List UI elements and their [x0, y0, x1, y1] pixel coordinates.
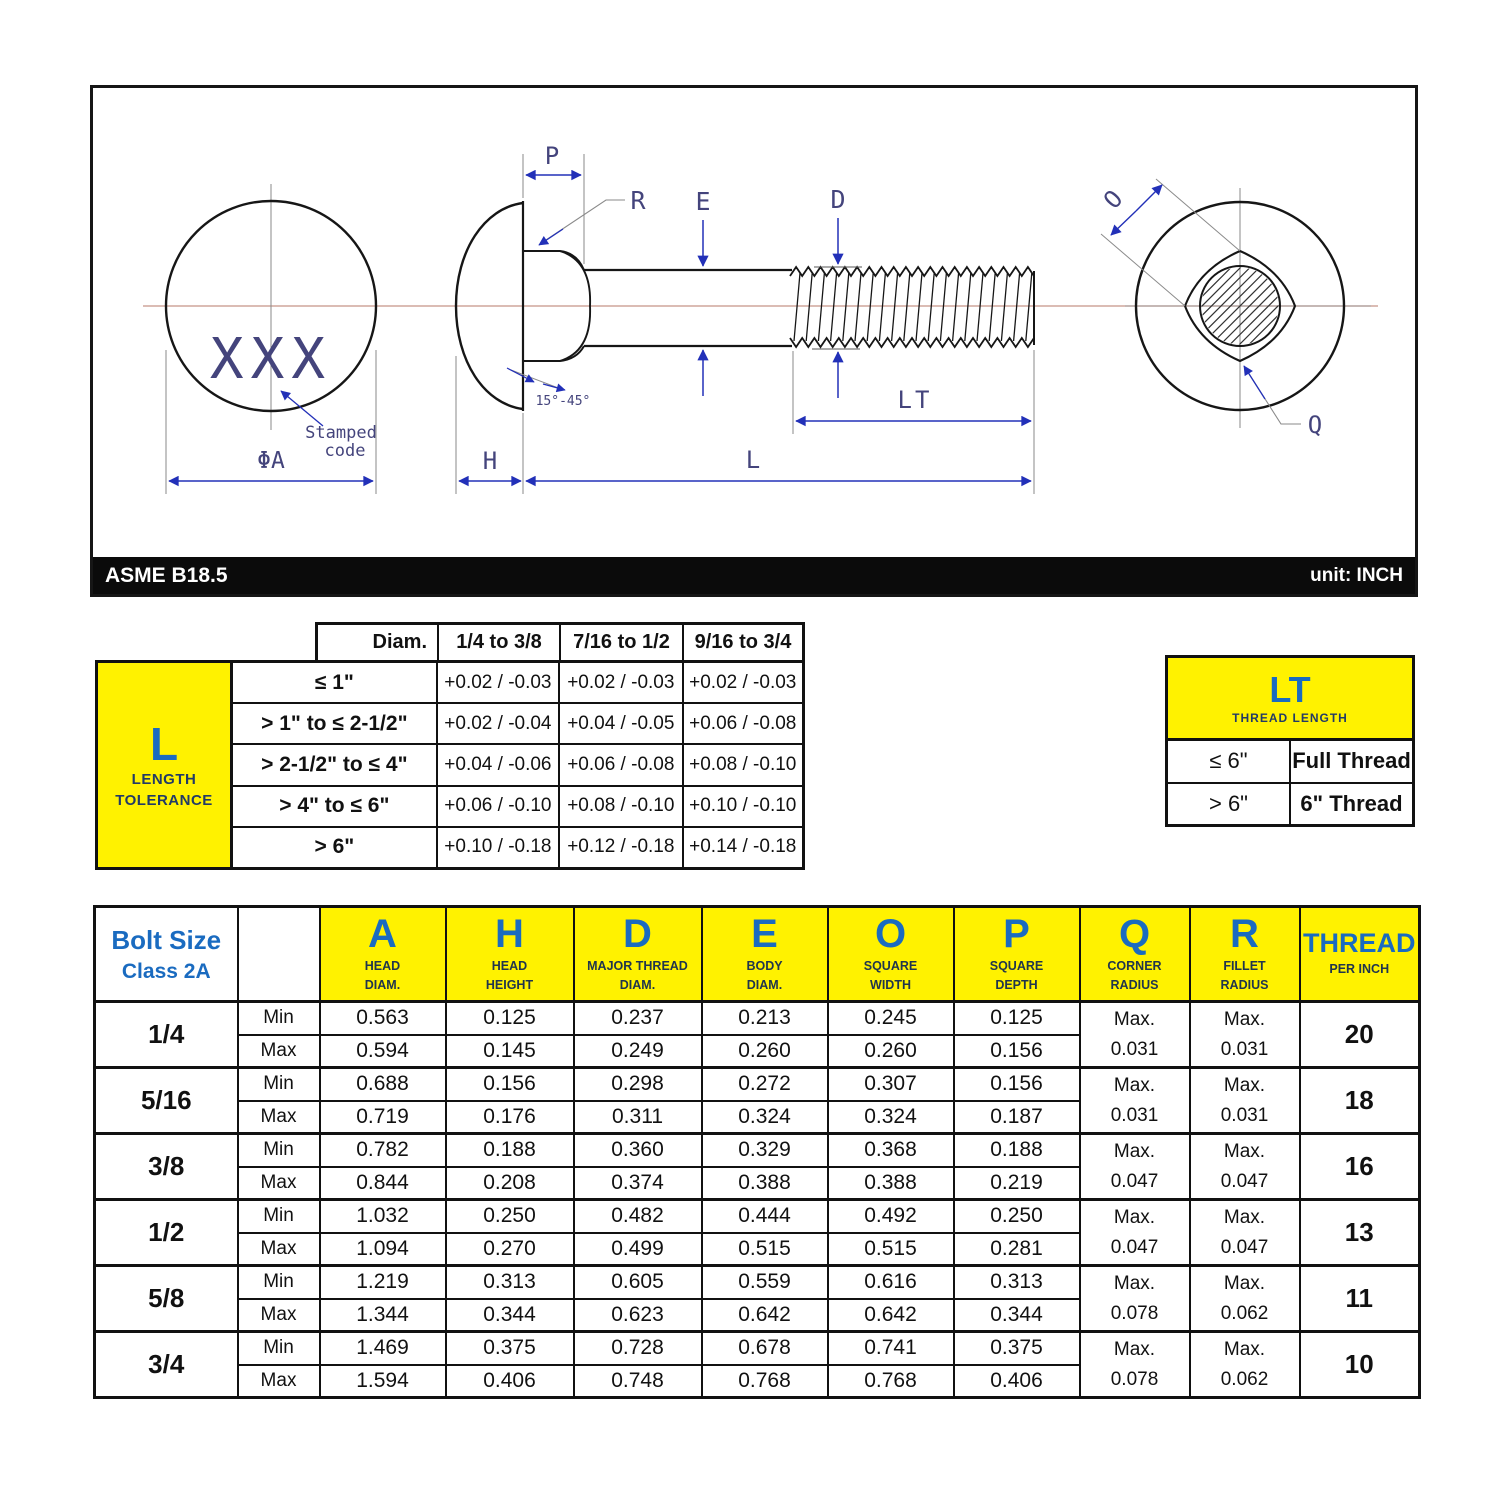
value-cell: 0.249: [574, 1035, 702, 1068]
value-cell: 0.406: [446, 1365, 574, 1398]
value-cell: 0.307: [828, 1068, 954, 1101]
carriage-bolt-drawing: [93, 88, 1415, 557]
thread-length-letter: LT: [1269, 668, 1311, 710]
fillet-radius-cell: Max. 0.047: [1190, 1200, 1300, 1266]
value-cell: 0.237: [574, 1002, 702, 1035]
max-label: Max: [238, 1365, 320, 1398]
min-label: Min: [238, 1068, 320, 1101]
value-cell: 0.272: [702, 1068, 828, 1101]
thread-per-inch-cell: 13: [1300, 1200, 1420, 1266]
chamfer-angle-label: 15°-45°: [535, 394, 591, 409]
tolerance-value: +0.02 / -0.04: [438, 704, 558, 743]
value-cell: 0.616: [828, 1266, 954, 1299]
value-cell: 0.176: [446, 1101, 574, 1134]
max-label: Max: [238, 1101, 320, 1134]
col-sub: SQUARE WIDTH: [863, 959, 918, 992]
value-cell: 0.145: [446, 1035, 574, 1068]
value-cell: 0.329: [702, 1134, 828, 1167]
stamp-text: XXX: [209, 327, 333, 392]
fillet-radius-cell: Max. 0.031: [1190, 1068, 1300, 1134]
tolerance-value: +0.10 / -0.10: [684, 787, 802, 826]
value-cell: 0.492: [828, 1200, 954, 1233]
drawing-title-bar: [93, 557, 1415, 594]
value-cell: 0.313: [954, 1266, 1080, 1299]
corner-radius-cell: Max. 0.031: [1080, 1002, 1190, 1068]
col-letter: P: [1003, 912, 1030, 957]
col-header-o: [828, 907, 954, 1002]
q-leader-arrow: [1244, 366, 1265, 399]
bolt-size-cell: 1/2: [95, 1200, 238, 1266]
length-tolerance-title: [95, 660, 230, 870]
value-cell: 0.311: [574, 1101, 702, 1134]
value-cell: 0.559: [702, 1266, 828, 1299]
value-cell: 0.594: [320, 1035, 446, 1068]
value-cell: 0.324: [828, 1101, 954, 1134]
tolerance-value: +0.04 / -0.05: [560, 704, 681, 743]
chamfer-arrow-1: [507, 368, 534, 382]
dimensions-table: [93, 905, 1421, 1399]
max-label: Max: [238, 1035, 320, 1068]
dim-label-q: Q: [1307, 411, 1323, 439]
stamped-code-label2: code: [324, 441, 366, 461]
max-label: Max: [238, 1233, 320, 1266]
col-header-d: [574, 907, 702, 1002]
thread-per-inch-cell: 11: [1300, 1266, 1420, 1332]
value-cell: 0.324: [702, 1101, 828, 1134]
tolerance-value: +0.06 / -0.08: [684, 704, 802, 743]
col-letter: Q: [1118, 912, 1151, 957]
value-cell: 0.605: [574, 1266, 702, 1299]
value-cell: 0.213: [702, 1002, 828, 1035]
value-cell: 1.594: [320, 1365, 446, 1398]
value-cell: 0.344: [446, 1299, 574, 1332]
value-cell: 0.388: [702, 1167, 828, 1200]
length-condition: > 6": [233, 828, 436, 867]
thread-sub: PER INCH: [1329, 962, 1390, 977]
value-cell: 0.208: [446, 1167, 574, 1200]
dim-label-r: R: [630, 186, 646, 215]
col-sub: CORNER RADIUS: [1107, 959, 1162, 992]
value-cell: 0.688: [320, 1068, 446, 1101]
corner-radius-cell: Max. 0.047: [1080, 1200, 1190, 1266]
value-cell: 0.563: [320, 1002, 446, 1035]
table-row: [95, 1068, 1420, 1101]
tolerance-value: +0.02 / -0.03: [560, 663, 681, 702]
col-letter: R: [1230, 912, 1259, 957]
thread-length-condition: ≤ 6": [1168, 741, 1291, 782]
value-cell: 0.482: [574, 1200, 702, 1233]
value-cell: 0.768: [828, 1365, 954, 1398]
value-cell: 0.156: [446, 1068, 574, 1101]
thread-per-inch-cell: 18: [1300, 1068, 1420, 1134]
bolt-size-cell: 3/4: [95, 1332, 238, 1398]
col-letter: E: [751, 912, 778, 957]
thread-length-table: [1165, 655, 1415, 827]
r-leader: [540, 200, 625, 244]
chamfer-leader: [511, 370, 561, 389]
length-condition: > 4" to ≤ 6": [233, 787, 436, 826]
value-cell: 0.188: [446, 1134, 574, 1167]
o-dim-arrow-low: [1111, 211, 1136, 235]
bolt-size-header: [95, 907, 238, 1002]
value-cell: 0.642: [702, 1299, 828, 1332]
tolerance-value: +0.10 / -0.18: [438, 828, 558, 867]
value-cell: 0.375: [954, 1332, 1080, 1365]
col-header-h: [446, 907, 574, 1002]
dimensions-header-row: [95, 907, 1420, 1002]
value-cell: 0.313: [446, 1266, 574, 1299]
tolerance-value: +0.06 / -0.08: [560, 745, 681, 784]
col-header-r: [1190, 907, 1300, 1002]
length-condition: ≤ 1": [233, 663, 436, 702]
diam-range-header: 1/4 to 3/8: [439, 625, 559, 660]
value-cell: 0.156: [954, 1035, 1080, 1068]
value-cell: 0.728: [574, 1332, 702, 1365]
value-cell: 1.219: [320, 1266, 446, 1299]
dim-label-lt: LT: [897, 386, 933, 414]
value-cell: 0.388: [828, 1167, 954, 1200]
table-row: [95, 1002, 1420, 1035]
thread-per-inch-cell: 16: [1300, 1134, 1420, 1200]
min-label: Min: [238, 1200, 320, 1233]
value-cell: 0.156: [954, 1068, 1080, 1101]
dim-label-o: O: [1097, 184, 1129, 215]
value-cell: 0.344: [954, 1299, 1080, 1332]
o-ext-2: [1156, 179, 1240, 251]
length-tolerance-table: [230, 660, 805, 870]
bolt-size-class: Class 2A: [121, 959, 211, 983]
col-sub: MAJOR THREAD DIAM.: [587, 959, 688, 992]
dim-label-e: E: [695, 187, 711, 216]
fillet-radius-cell: Max. 0.062: [1190, 1266, 1300, 1332]
thread-length-row: [1168, 784, 1412, 825]
length-condition: > 1" to ≤ 2-1/2": [233, 704, 436, 743]
thread-title: THREAD: [1303, 927, 1416, 958]
standard-label: ASME B18.5: [105, 563, 228, 587]
fillet-radius-cell: Max. 0.031: [1190, 1002, 1300, 1068]
dim-label-d: D: [830, 185, 846, 214]
length-condition: > 2-1/2" to ≤ 4": [233, 745, 436, 784]
thread-section: [790, 267, 1034, 347]
value-cell: 0.250: [446, 1200, 574, 1233]
bolt-size-cell: 1/4: [95, 1002, 238, 1068]
dim-label-l: L: [745, 446, 761, 474]
fillet-radius-cell: Max. 0.062: [1190, 1332, 1300, 1398]
value-cell: 0.642: [828, 1299, 954, 1332]
value-cell: 0.219: [954, 1167, 1080, 1200]
col-header-q: [1080, 907, 1190, 1002]
corner-radius-cell: Max. 0.078: [1080, 1332, 1190, 1398]
value-cell: 0.515: [828, 1233, 954, 1266]
col-sub: SQUARE DEPTH: [989, 959, 1044, 992]
o-ext-1: [1101, 234, 1185, 306]
value-cell: 0.499: [574, 1233, 702, 1266]
min-label: Min: [238, 1002, 320, 1035]
value-cell: 0.260: [702, 1035, 828, 1068]
thread-length-subtitle: THREAD LENGTH: [1232, 710, 1348, 725]
max-label: Max: [238, 1167, 320, 1200]
value-cell: 0.748: [574, 1365, 702, 1398]
min-label: Min: [238, 1266, 320, 1299]
col-header-p: [954, 907, 1080, 1002]
fillet-radius-cell: Max. 0.047: [1190, 1134, 1300, 1200]
value-cell: 1.032: [320, 1200, 446, 1233]
stamped-code-leader: [281, 391, 323, 426]
value-cell: 0.298: [574, 1068, 702, 1101]
drawing-panel: [90, 85, 1418, 597]
bolt-size-cell: 5/8: [95, 1266, 238, 1332]
tolerance-value: +0.06 / -0.10: [438, 787, 558, 826]
value-cell: 0.187: [954, 1101, 1080, 1134]
diam-header: Diam.: [318, 625, 437, 660]
value-cell: 0.125: [954, 1002, 1080, 1035]
bolt-size-cell: 5/16: [95, 1068, 238, 1134]
diam-range-header: 7/16 to 1/2: [561, 625, 682, 660]
length-tolerance-subtitle: LENGTH: [131, 771, 197, 788]
value-cell: 0.260: [828, 1035, 954, 1068]
value-cell: 0.623: [574, 1299, 702, 1332]
value-cell: 0.719: [320, 1101, 446, 1134]
table-row: [95, 1200, 1420, 1233]
max-label: Max: [238, 1299, 320, 1332]
dim-label-h: H: [482, 447, 498, 475]
col-letter: D: [623, 912, 652, 957]
dim-label-p: P: [544, 142, 560, 170]
dim-label-phi-a: ΦA: [257, 448, 285, 474]
col-header-a: [320, 907, 446, 1002]
tolerance-value: +0.02 / -0.03: [438, 663, 558, 702]
value-cell: 0.406: [954, 1365, 1080, 1398]
chamfer-arrow-2: [543, 384, 565, 390]
col-sub: HEAD HEIGHT: [485, 959, 534, 992]
r-leader-arrow: [539, 229, 563, 245]
corner-radius-cell: Max. 0.078: [1080, 1266, 1190, 1332]
length-tolerance-letter: L: [149, 718, 179, 770]
value-cell: 1.094: [320, 1233, 446, 1266]
value-cell: 0.444: [702, 1200, 828, 1233]
corner-radius-cell: Max. 0.031: [1080, 1068, 1190, 1134]
col-header-thread: [1300, 907, 1420, 1002]
value-cell: 0.250: [954, 1200, 1080, 1233]
thread-length-value: 6" Thread: [1300, 790, 1403, 816]
length-tolerance-subtitle: TOLERANCE: [115, 792, 213, 809]
corner-radius-cell: Max. 0.047: [1080, 1134, 1190, 1200]
value-cell: 0.374: [574, 1167, 702, 1200]
value-cell: 0.281: [954, 1233, 1080, 1266]
length-tolerance-header: [315, 622, 805, 660]
table-row: [95, 1332, 1420, 1365]
value-cell: 0.678: [702, 1332, 828, 1365]
diam-range-header: 9/16 to 3/4: [684, 625, 802, 660]
col-letter: O: [874, 912, 907, 957]
col-sub: BODY DIAM.: [746, 959, 783, 992]
thread-length-header: [1168, 658, 1412, 741]
col-header-e: [702, 907, 828, 1002]
value-cell: 0.360: [574, 1134, 702, 1167]
value-cell: 0.188: [954, 1134, 1080, 1167]
value-cell: 0.768: [702, 1365, 828, 1398]
minmax-header: [238, 907, 320, 1002]
thread-length-row: [1168, 741, 1412, 784]
table-row: [95, 1134, 1420, 1167]
value-cell: 0.125: [446, 1002, 574, 1035]
value-cell: 0.270: [446, 1233, 574, 1266]
thread-per-inch-cell: 10: [1300, 1332, 1420, 1398]
unit-label: unit: INCH: [1310, 564, 1403, 586]
col-letter: H: [495, 912, 524, 957]
thread-length-condition: > 6": [1168, 784, 1291, 825]
stamped-code-label: Stamped: [305, 423, 377, 443]
thread-per-inch-cell: 20: [1300, 1002, 1420, 1068]
value-cell: 0.782: [320, 1134, 446, 1167]
neck-fillet-top: [560, 251, 584, 270]
tolerance-value: +0.04 / -0.06: [438, 745, 558, 784]
value-cell: 0.245: [828, 1002, 954, 1035]
table-row: [95, 1266, 1420, 1299]
value-cell: 0.368: [828, 1134, 954, 1167]
value-cell: 0.741: [828, 1332, 954, 1365]
value-cell: 0.844: [320, 1167, 446, 1200]
bolt-size-cell: 3/8: [95, 1134, 238, 1200]
tolerance-value: +0.14 / -0.18: [684, 828, 802, 867]
col-sub: HEAD DIAM.: [364, 959, 401, 992]
bolt-size-title: Bolt Size: [111, 924, 222, 955]
col-letter: A: [368, 912, 397, 957]
tolerance-value: +0.02 / -0.03: [684, 663, 802, 702]
col-sub: FILLET RADIUS: [1220, 959, 1269, 992]
value-cell: 1.469: [320, 1332, 446, 1365]
o-dim-arrow-high: [1136, 185, 1162, 211]
tolerance-value: +0.08 / -0.10: [684, 745, 802, 784]
value-cell: 0.375: [446, 1332, 574, 1365]
value-cell: 0.515: [702, 1233, 828, 1266]
tolerance-value: +0.08 / -0.10: [560, 787, 681, 826]
min-label: Min: [238, 1332, 320, 1365]
thread-length-value: Full Thread: [1292, 748, 1411, 774]
value-cell: 1.344: [320, 1299, 446, 1332]
min-label: Min: [238, 1134, 320, 1167]
tolerance-value: +0.12 / -0.18: [560, 828, 681, 867]
